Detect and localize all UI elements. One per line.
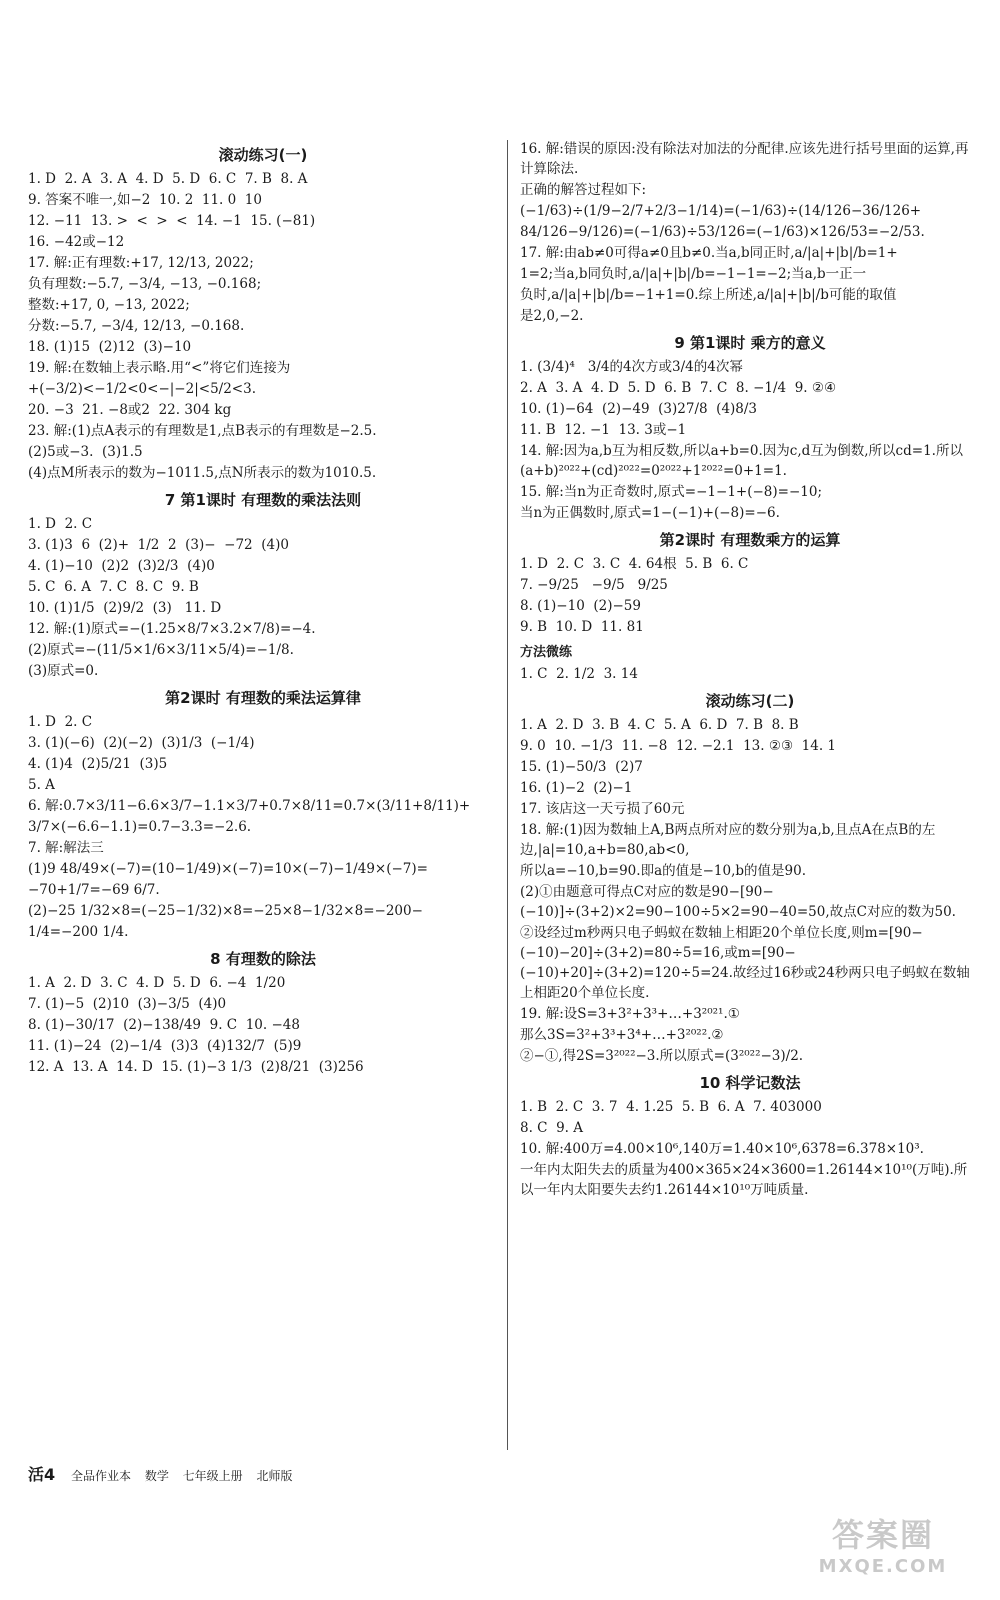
text-line: 1=2;当a,b同负时,a/|a|+|b|/b=−1−1=−2;当a,b一正一 [520,266,867,282]
section-title: 9 第1课时 乘方的意义 [674,334,826,352]
text-line: 1. B 2. C 3. 7 4. 1.25 5. B 6. A 7. 403000 [520,1099,822,1115]
text-line: 16. 解:错误的原因:没有除法对加法的分配律.应该先进行括号里面的运算,再计算除法. [520,141,969,177]
text-line: 3. (1)(−6) (2)(−2) (3)1/3 (−1/4) [28,735,255,751]
text-line: 9. 0 10. −1/3 11. −8 12. −2.1 13. ②③ 14. 1 [520,738,836,754]
text-line: 正确的解答过程如下: [520,182,647,198]
text-line: 16. −42或−12 [28,234,125,250]
text-line: 11. B 12. −1 13. 3或−1 [520,422,687,438]
section-body [520,715,980,1066]
text-line: 6. 解:0.7×3/11−6.6×3/7−1.1×3/7+0.7×8/11=0.7×(3/11+8/11)+ [28,798,471,814]
text-line: 7. 解:解法三 [28,840,104,856]
text-line: 5. A [28,777,55,793]
section-body [28,169,498,483]
text-line: 18. (1)15 (2)12 (3)−10 [28,339,192,355]
section-title: 7 第1课时 有理数的乘法法则 [164,491,362,509]
text-line: 3. (1)3 6 (2)+ 1/2 2 (3)− −72 (4)0 [28,537,289,553]
watermark-cn: 答案圈 [831,1516,934,1554]
watermark-logo [788,1510,978,1590]
section-title: 滚动练习(一) [218,146,308,164]
text-line: 1. A 2. D 3. C 4. D 5. D 6. −4 1/20 [28,975,286,991]
text-line: 12. A 13. A 14. D 15. (1)−3 1/3 (2)8/21 (3)256 [28,1059,364,1075]
text-line: 7. −9/25 −9/5 9/25 [520,577,668,593]
left-column [28,138,498,1078]
method-subhead: 方法微练 [520,645,573,660]
text-line: 负有理数:−5.7, −3/4, −13, −0.168; [28,276,262,292]
text-line: 17. 解:由ab≠0可得a≠0且b≠0.当a,b同正时,a/|a|+|b|/b=1+ [520,245,898,261]
text-line: 10. (1)1/5 (2)9/2 (3) 11. D [28,600,222,616]
text-line: 12. −11 13. > < > < 14. −1 15. (−81) [28,213,316,229]
text-line: 1. D 2. C [28,516,93,532]
text-line: 17. 该店这一天亏损了60元 [520,801,685,817]
text-line: (2)原式=−(11/5×1/6×3/11×5/4)=−1/8. [28,642,294,658]
page-number: 活4 [28,1465,56,1484]
text-line: 18. 解:(1)因为数轴上A,B两点所对应的数分别为a,b,且点A在点B的左边,|a|=10,a+b=80,ab<0, [520,822,936,858]
text-line: 19. 解:在数轴上表示略.用“<”将它们连接为 [28,360,291,376]
text-line: (−1/63)÷(1/9−2/7+2/3−1/14)=(−1/63)÷(14/126−36/126+ [520,203,922,219]
text-line: 20. −3 21. −8或2 22. 304 kg [28,402,232,418]
section-body [520,139,980,326]
text-line: 负时,a/|a|+|b|/b=−1+1=0.综上所述,a/|a|+|b|/b可能的取值 [520,287,897,303]
section-body [28,712,498,942]
text-line: 14. 解:因为a,b互为相反数,所以a+b=0.因为c,d互为倒数,所以cd=1.所以(a+b)²⁰²²+(cd)²⁰²²=0²⁰²²+1²⁰²²=0+1=1. [520,443,963,479]
text-line: (4)点M所表示的数为−1011.5,点N所表示的数为1010.5. [28,465,377,481]
text-line: 15. (1)−50/3 (2)7 [520,759,643,775]
section-body [520,1097,980,1200]
text-line: (2)①由题意可得点C对应的数是90−[90−(−10)]÷(3+2)×2=90−100÷5×2=90−40=50,故点C对应的数为50. [520,884,956,920]
subject-label: 数学 [144,1469,169,1483]
text-line: +(−3/2)<−1/2<0<−|−2|<5/2<3. [28,381,256,397]
text-line: −70+1/7=−69 6/7. [28,882,160,898]
text-line: 11. (1)−24 (2)−1/4 (3)3 (4)132/7 (5)9 [28,1038,302,1054]
text-line: 84/126−9/126)=(−1/63)÷53/126=(−1/63)×126/53=−2/53. [520,224,925,240]
text-line: 1. C 2. 1/2 3. 14 [520,666,638,682]
text-line: 23. 解:(1)点A表示的有理数是1,点B表示的有理数是−2.5. [28,423,377,439]
text-line: 5. C 6. A 7. C 8. C 9. B [28,579,199,595]
text-line: 当n为正偶数时,原式=1−(−1)+(−8)=−6. [520,505,780,521]
text-line: 3/7×(−6.6−1.1)=0.7−3.3=−2.6. [28,819,252,835]
text-line: 8. C 9. A [520,1120,584,1136]
text-line: 7. (1)−5 (2)10 (3)−3/5 (4)0 [28,996,227,1012]
section-title: 第2课时 有理数乘方的运算 [659,531,841,549]
text-line: (2)5或−3. (3)1.5 [28,444,143,460]
text-line: 1/4=−200 1/4. [28,924,129,940]
text-line: 是2,0,−2. [520,308,584,324]
text-line: 10. (1)−64 (2)−49 (3)27/8 (4)8/3 [520,401,758,417]
book-title: 全品作业本 [70,1469,131,1483]
text-line: 8. (1)−30/17 (2)−138/49 9. C 10. −48 [28,1017,300,1033]
section-title: 10 科学记数法 [699,1074,801,1092]
text-line: 1. D 2. C [28,714,93,730]
right-column [520,138,980,1201]
text-line: 整数:+17, 0, −13, 2022; [28,297,190,313]
text-line: (3)原式=0. [28,663,99,679]
text-line: 分数:−5.7, −3/4, 12/13, −0.168. [28,318,245,334]
section-body [520,554,980,637]
section-title: 滚动练习(二) [705,692,795,710]
text-line: 1. (3/4)⁴ 3/4的4次方或3/4的4次幂 [520,359,743,375]
section-title: 8 有理数的除法 [210,950,316,968]
text-line: 1. D 2. C 3. C 4. 64根 5. B 6. C [520,556,749,572]
section-body [28,973,498,1077]
text-line: 4. (1)−10 (2)2 (3)2/3 (4)0 [28,558,215,574]
text-line: (2)−25 1/32×8=(−25−1/32)×8=−25×8−1/32×8=−200− [28,903,423,919]
page-footer [28,1462,303,1485]
text-line: 9. B 10. D 11. 81 [520,619,644,635]
section-body [520,357,980,523]
text-line: ②−①,得2S=3²⁰²²−3.所以原式=(3²⁰²²−3)/2. [520,1048,804,1064]
grade-label: 七年级上册 [182,1469,243,1483]
text-line: 17. 解:正有理数:+17, 12/13, 2022; [28,255,254,271]
text-line: 所以a=−10,b=90.即a的值是−10,b的值是90. [520,863,807,879]
text-line: 10. 解:400万=4.00×10⁶,140万=1.40×10⁶,6378=6.378×10³. [520,1141,924,1157]
text-line: 16. (1)−2 (2)−1 [520,780,633,796]
text-line: 9. 答案不唯一,如−2 10. 2 11. 0 10 [28,192,262,208]
text-line: 15. 解:当n为正奇数时,原式=−1−1+(−8)=−10; [520,484,823,500]
text-line: 1. A 2. D 3. B 4. C 5. A 6. D 7. B 8. B [520,717,799,733]
text-line: 4. (1)4 (2)5/21 (3)5 [28,756,168,772]
text-line: 8. (1)−10 (2)−59 [520,598,641,614]
text-line: 12. 解:(1)原式=−(1.25×8/7×3.2×7/8)=−4. [28,621,316,637]
text-line: 1. D 2. A 3. A 4. D 5. D 6. C 7. B 8. A [28,171,308,187]
text-line: (1)9 48/49×(−7)=(10−1/49)×(−7)=10×(−7)−1/49×(−7)= [28,861,428,877]
column-divider [507,140,508,1450]
text-line: 2. A 3. A 4. D 5. D 6. B 7. C 8. −1/4 9. ②④ [520,380,837,396]
text-line: ②设经过m秒两只电子蚂蚁在数轴上相距20个单位长度,则m=[90−(−10)−20]÷(3+2)=80÷5=16,或m=[90−(−10)+20]÷(3+2)=120÷5=24.故经过16秒或24秒两只电子蚂蚁在数轴上相距20个单位长度. [520,925,970,1001]
section-body [28,514,498,681]
text-line: 那么3S=3²+3³+3⁴+…+3²⁰²².② [520,1027,724,1043]
text-line: 19. 解:设S=3+3²+3³+…+3²⁰²¹.① [520,1006,740,1022]
edition-label: 北师版 [256,1469,293,1483]
text-line: 一年内太阳失去的质量为400×365×24×3600=1.26144×10¹⁰(万吨).所以一年内太阳要失去约1.26144×10¹⁰万吨质量. [520,1162,968,1198]
watermark-en: MXQE.COM [818,1556,948,1577]
section-title: 第2课时 有理数的乘法运算律 [165,689,361,707]
